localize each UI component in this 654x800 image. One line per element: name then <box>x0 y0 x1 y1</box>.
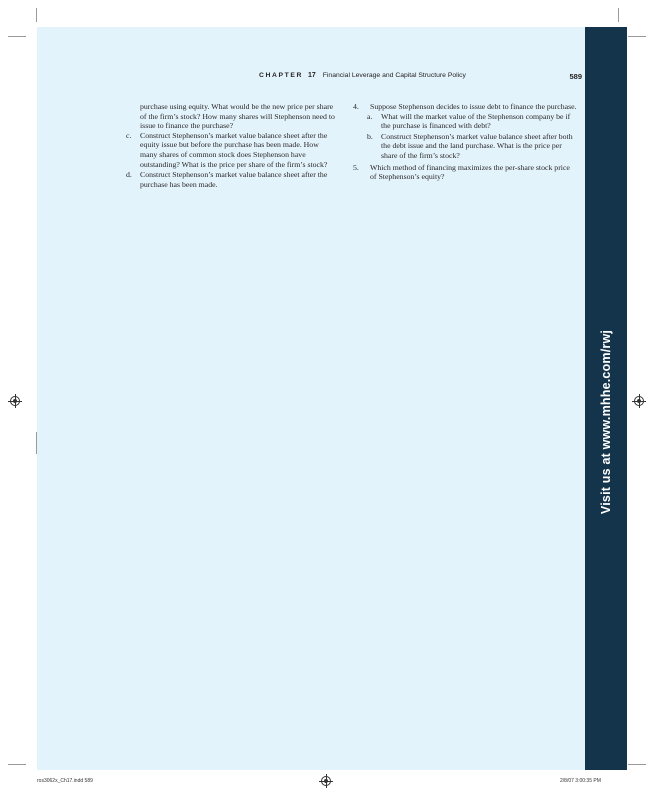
crop-mark <box>628 764 646 765</box>
crop-mark <box>36 8 37 22</box>
question-text: Which method of financing maximizes the per-share stock price of Stephenson’s equity? <box>370 162 570 182</box>
list-item <box>126 131 336 169</box>
crop-mark <box>8 764 26 765</box>
left-column <box>126 102 336 190</box>
item-text: Construct Stephenson’s market value balance sheet after the equity issue but before the purchase has been made. How many shares of common stock does Stephenson have outstanding? What is the price per share of the firm’s stock? <box>140 130 328 169</box>
crop-mark <box>628 36 646 37</box>
sub-item-marker: a. <box>367 111 373 121</box>
slug-file-info: ros3062x_Ch17.indd 589 <box>37 778 93 784</box>
sidebar-url-text: Visit us at www.mhhe.com/rwj <box>599 329 613 515</box>
item-text: Construct Stephenson’s market value balance sheet after the purchase has been made. <box>140 170 328 189</box>
item-marker: c. <box>126 130 132 140</box>
registration-mark-bottom <box>321 776 331 786</box>
question-item <box>353 163 578 182</box>
page-number: 589 <box>569 72 582 81</box>
question-number: 5. <box>353 162 359 172</box>
crop-mark <box>618 8 619 22</box>
chapter-number: 17 <box>308 72 316 79</box>
slug-timestamp: 2/8/07 3:00:35 PM <box>560 778 601 784</box>
list-item <box>126 170 336 189</box>
sub-item-marker: b. <box>367 131 373 141</box>
registration-mark-left <box>10 396 20 406</box>
question-text: Suppose Stephenson decides to issue debt to finance the purchase. <box>370 102 577 111</box>
question-number: 4. <box>353 102 359 111</box>
sub-item-text: What will the market value of the Stephenson company be if the purchase is financed with debt? <box>381 111 571 131</box>
running-header <box>259 72 584 84</box>
sidebar-band <box>585 27 627 770</box>
item-marker: d. <box>126 170 132 180</box>
chapter-label: CHAPTER <box>259 72 304 79</box>
chapter-title: Financial Leverage and Capital Structure Policy <box>322 72 466 79</box>
sub-item <box>367 132 578 161</box>
question-item <box>353 102 578 161</box>
continuation-text: purchase using equity. What would be the new price per share of the firm’s stock? How many shares will Stephenson need to issue to finance the purchase? <box>140 102 335 131</box>
right-column <box>353 102 578 184</box>
sub-item <box>367 112 578 131</box>
registration-mark-right <box>634 396 644 406</box>
crop-mark <box>8 36 26 37</box>
sub-item-text: Construct Stephenson’s market value balance sheet after both the debt issue and the land purchase. What is the price per share of the firm’s stock? <box>381 131 573 160</box>
